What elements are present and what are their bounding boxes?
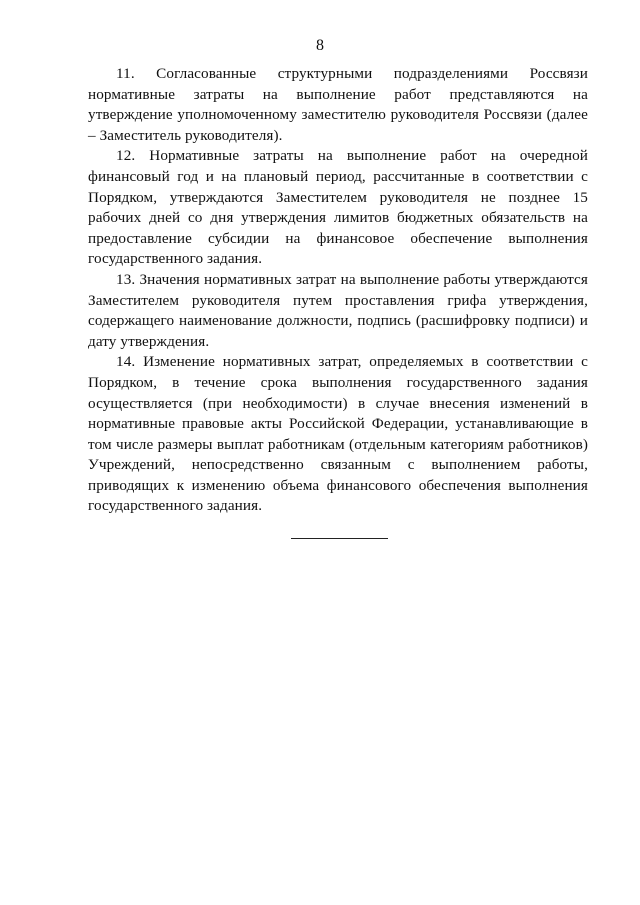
page-number: 8: [316, 37, 324, 54]
paragraph-14: 14. Изменение нормативных затрат, определяемых в соответствии с Порядком, в течение срока выполнения государственного задания осуществляется (при необходимости) в случае внесения изменений в нормативные правовые акты Российской Федерации, устанавливающие в том числе размеры выплат работникам (отдельным категориям работников) Учреждений, непосредственно связанным с выполнением работы, приводящих к изменению объема финансового обеспечения выполнения государственного задания.: [88, 353, 588, 515]
document-body: [88, 64, 588, 517]
paragraph-13: 13. Значения нормативных затрат на выполнение работы утверждаются Заместителем руководителя путем проставления грифа утверждения, содержащего наименование должности, подпись (расшифровку подписи) и дату утверждения.: [88, 270, 588, 350]
paragraph-11: 11. Согласованные структурными подразделениями Россвязи нормативные затраты на выполнение работ представляются на утверждение уполномоченному заместителю руководителя Россвязи (далее – Заместитель руководителя).: [88, 65, 588, 144]
paragraph-12: 12. Нормативные затраты на выполнение работ на очередной финансовый год и на плановый период, рассчитанные в соответствии с Порядком, утверждаются Заместителем руководителя не позднее 15 рабочих дней со дня утверждения лимитов бюджетных обязательств на предоставление субсидии на финансовое обеспечение выполнения государственного задания.: [88, 147, 588, 268]
end-of-document-rule: [291, 538, 388, 539]
